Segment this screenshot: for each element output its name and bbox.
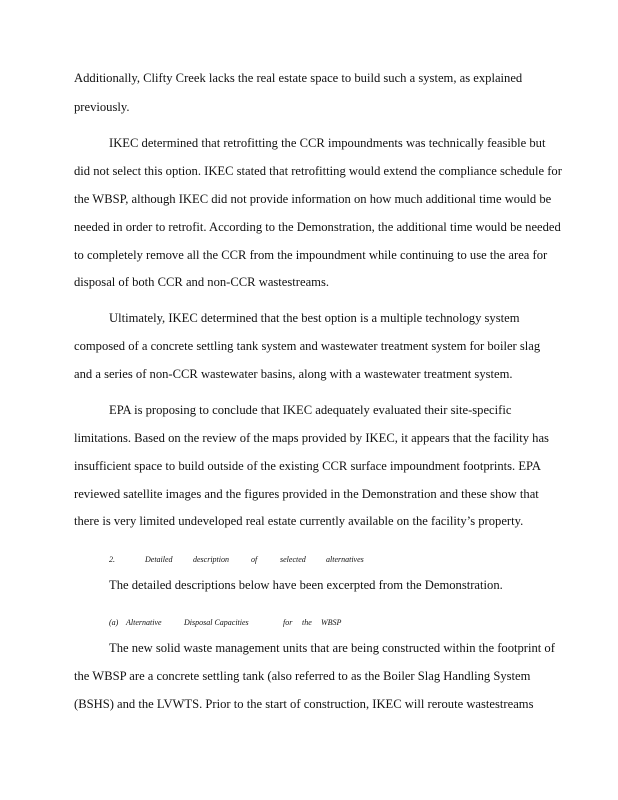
body-line: disposal of both CCR and non-CCR wastestreams. [74, 275, 330, 289]
body-line: to completely remove all the CCR from the impoundment while continuing to use the area for [74, 248, 548, 262]
body-line: and a series of non-CCR wastewater basins, along with a wastewater treatment system. [74, 367, 513, 381]
section-heading-word: Detailed [145, 555, 173, 564]
subsection-heading-word: Alternative [126, 618, 162, 627]
body-line: (BSHS) and the LVWTS. Prior to the start of construction, IKEC will reroute wastestreams [74, 697, 534, 711]
body-line: limitations. Based on the review of the maps provided by IKEC, it appears that the facility has [74, 431, 549, 445]
body-line: insufficient space to build outside of the existing CCR surface impoundment footprints. EPA [74, 459, 541, 473]
body-line: Additionally, Clifty Creek lacks the real estate space to build such a system, as explained [74, 71, 523, 85]
body-line: there is very limited undeveloped real estate currently available on the facility’s property. [74, 514, 524, 528]
subsection-heading-word: the [302, 618, 312, 627]
section-heading [109, 552, 574, 568]
body-line: did not select this option. IKEC stated that retrofitting would extend the compliance schedule for [74, 164, 562, 178]
section-heading-word: of [251, 555, 258, 564]
section-heading-word: selected [280, 555, 306, 564]
body-line: IKEC determined that retrofitting the CCR impoundments was technically feasible but [109, 136, 546, 150]
body-line: previously. [74, 100, 130, 114]
body-line: the WBSP, although IKEC did not provide information on how much additional time would be [74, 192, 552, 206]
subsection-heading [109, 615, 574, 631]
body-line: The detailed descriptions below have been excerpted from the Demonstration. [109, 578, 503, 592]
body-line: EPA is proposing to conclude that IKEC adequately evaluated their site-specific [109, 403, 512, 417]
subsection-heading-word: for [283, 618, 293, 627]
body-line: reviewed satellite images and the figures provided in the Demonstration and these show that [74, 487, 539, 501]
subsection-heading-word: WBSP [321, 618, 342, 627]
section-number: 2. [109, 555, 115, 564]
section-heading-word: description [193, 555, 229, 564]
body-line: Ultimately, IKEC determined that the best option is a multiple technology system [109, 311, 520, 325]
subsection-label: (a) [109, 618, 119, 627]
body-line: the WBSP are a concrete settling tank (also referred to as the Boiler Slag Handling System [74, 669, 531, 683]
body-line: The new solid waste management units that are being constructed within the footprint of [109, 641, 555, 655]
section-heading-word: alternatives [326, 555, 364, 564]
body-line: needed in order to retrofit. According to the Demonstration, the additional time would be needed [74, 220, 561, 234]
subsection-heading-word: Disposal Capacities [184, 618, 249, 627]
body-line: composed of a concrete settling tank system and wastewater treatment system for boiler slag [74, 339, 541, 353]
